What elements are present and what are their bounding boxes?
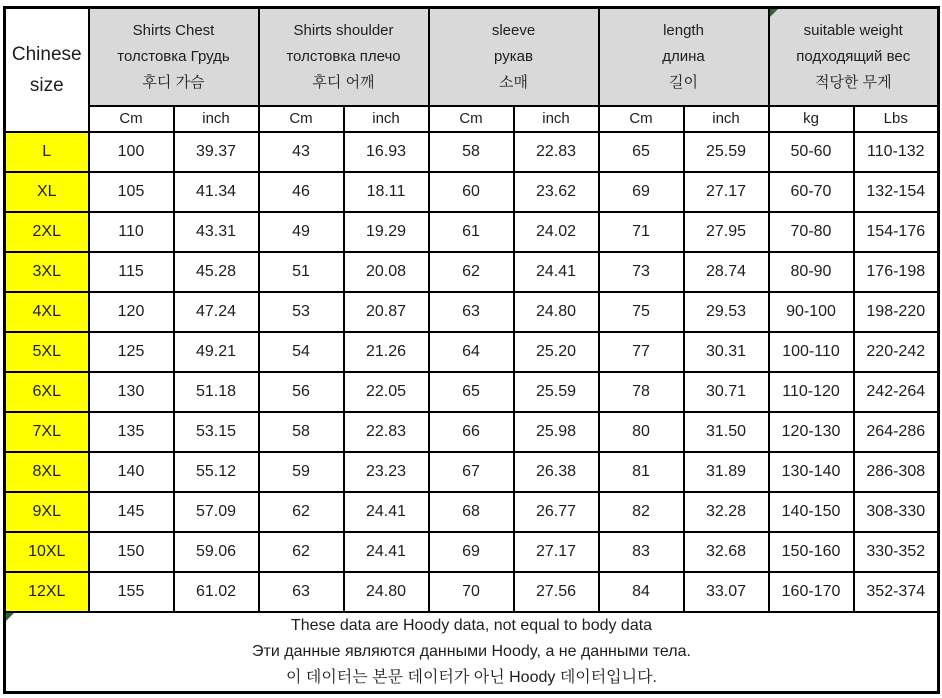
group-header-line: рукав	[494, 47, 533, 65]
table-row	[5, 492, 939, 532]
value-cell: 59	[259, 452, 344, 492]
value-cell: 110-120	[769, 372, 854, 412]
group-header-line: suitable weight	[803, 21, 903, 39]
value-cell: 31.89	[684, 452, 769, 492]
footer-row	[5, 612, 939, 693]
value-cell: 55.12	[174, 452, 259, 492]
value-cell: 20.08	[344, 252, 429, 292]
footer-line-ko: 이 데이터는 본문 데이터가 아닌 Hoody 데이터입니다.	[285, 668, 658, 686]
value-cell: 352-374	[854, 572, 939, 612]
group-header-line: 후디 가슴	[142, 73, 205, 91]
value-cell: 26.77	[514, 492, 599, 532]
value-cell: 78	[599, 372, 684, 412]
group-header-line: sleeve	[491, 21, 536, 39]
value-cell: 49	[259, 212, 344, 252]
table-row	[5, 252, 939, 292]
size-label-cell: 2XL	[5, 212, 89, 252]
value-cell: 71	[599, 212, 684, 252]
value-cell: 65	[599, 132, 684, 172]
value-cell: 154-176	[854, 212, 939, 252]
unit-header-cell: inch	[344, 106, 429, 132]
value-cell: 26.38	[514, 452, 599, 492]
value-cell: 22.83	[514, 132, 599, 172]
group-header-line: толстовка Грудь	[117, 47, 230, 65]
value-cell: 60	[429, 172, 514, 212]
value-cell: 198-220	[854, 292, 939, 332]
size-label-cell: 8XL	[5, 452, 89, 492]
value-cell: 43	[259, 132, 344, 172]
unit-header-row	[5, 106, 939, 132]
value-cell: 30.31	[684, 332, 769, 372]
value-cell: 125	[89, 332, 174, 372]
table-row	[5, 212, 939, 252]
value-cell: 70-80	[769, 212, 854, 252]
value-cell: 60-70	[769, 172, 854, 212]
value-cell: 150	[89, 532, 174, 572]
footer-note-cell	[5, 612, 939, 693]
value-cell: 81	[599, 452, 684, 492]
value-cell: 25.59	[684, 132, 769, 172]
value-cell: 23.23	[344, 452, 429, 492]
group-header-line: 길이	[669, 73, 698, 91]
value-cell: 65	[429, 372, 514, 412]
size-label-cell: 7XL	[5, 412, 89, 452]
value-cell: 58	[429, 132, 514, 172]
value-cell: 30.71	[684, 372, 769, 412]
value-cell: 110-132	[854, 132, 939, 172]
value-cell: 145	[89, 492, 174, 532]
size-label-cell: 12XL	[5, 572, 89, 612]
value-cell: 33.07	[684, 572, 769, 612]
size-chart-table	[3, 6, 940, 694]
value-cell: 130	[89, 372, 174, 412]
unit-header-cell: Cm	[259, 106, 344, 132]
green-corner-flag-icon	[770, 9, 778, 17]
value-cell: 130-140	[769, 452, 854, 492]
chinese-size-header-cell	[5, 8, 89, 132]
value-cell: 69	[599, 172, 684, 212]
value-cell: 53	[259, 292, 344, 332]
value-cell: 63	[429, 292, 514, 332]
value-cell: 75	[599, 292, 684, 332]
value-cell: 100	[89, 132, 174, 172]
value-cell: 32.28	[684, 492, 769, 532]
value-cell: 220-242	[854, 332, 939, 372]
table-row	[5, 412, 939, 452]
value-cell: 41.34	[174, 172, 259, 212]
value-cell: 67	[429, 452, 514, 492]
size-table-body	[5, 132, 939, 612]
group-header-line: толстовка плечо	[286, 47, 401, 65]
table-row	[5, 172, 939, 212]
value-cell: 53.15	[174, 412, 259, 452]
value-cell: 120-130	[769, 412, 854, 452]
table-row	[5, 132, 939, 172]
column-group-header	[769, 8, 939, 106]
value-cell: 140-150	[769, 492, 854, 532]
value-cell: 21.26	[344, 332, 429, 372]
value-cell: 32.68	[684, 532, 769, 572]
value-cell: 330-352	[854, 532, 939, 572]
value-cell: 24.41	[344, 492, 429, 532]
unit-header-cell: inch	[684, 106, 769, 132]
value-cell: 176-198	[854, 252, 939, 292]
unit-header-cell: Cm	[429, 106, 514, 132]
value-cell: 24.80	[514, 292, 599, 332]
size-label-cell: L	[5, 132, 89, 172]
value-cell: 61.02	[174, 572, 259, 612]
value-cell: 22.05	[344, 372, 429, 412]
value-cell: 19.29	[344, 212, 429, 252]
value-cell: 77	[599, 332, 684, 372]
value-cell: 242-264	[854, 372, 939, 412]
value-cell: 59.06	[174, 532, 259, 572]
size-label-cell: 10XL	[5, 532, 89, 572]
value-cell: 43.31	[174, 212, 259, 252]
value-cell: 58	[259, 412, 344, 452]
value-cell: 286-308	[854, 452, 939, 492]
value-cell: 24.41	[344, 532, 429, 572]
group-header-line: длина	[662, 47, 705, 65]
value-cell: 135	[89, 412, 174, 452]
value-cell: 25.20	[514, 332, 599, 372]
value-cell: 27.17	[514, 532, 599, 572]
value-cell: 56	[259, 372, 344, 412]
value-cell: 155	[89, 572, 174, 612]
value-cell: 39.37	[174, 132, 259, 172]
value-cell: 45.28	[174, 252, 259, 292]
unit-header-cell: kg	[769, 106, 854, 132]
value-cell: 80-90	[769, 252, 854, 292]
value-cell: 150-160	[769, 532, 854, 572]
value-cell: 100-110	[769, 332, 854, 372]
size-label-cell: 3XL	[5, 252, 89, 292]
size-label-cell: 6XL	[5, 372, 89, 412]
value-cell: 64	[429, 332, 514, 372]
table-row	[5, 332, 939, 372]
value-cell: 61	[429, 212, 514, 252]
value-cell: 22.83	[344, 412, 429, 452]
value-cell: 83	[599, 532, 684, 572]
value-cell: 25.59	[514, 372, 599, 412]
column-group-header	[429, 8, 599, 106]
unit-header-cell: inch	[174, 106, 259, 132]
value-cell: 27.17	[684, 172, 769, 212]
footer-line-en: These data are Hoody data, not equal to body data	[290, 616, 653, 634]
value-cell: 120	[89, 292, 174, 332]
green-corner-flag-icon	[6, 613, 14, 621]
value-cell: 28.74	[684, 252, 769, 292]
unit-header-cell: Lbs	[854, 106, 939, 132]
value-cell: 18.11	[344, 172, 429, 212]
group-header-line: 소매	[499, 73, 528, 91]
value-cell: 68	[429, 492, 514, 532]
group-header-line: 적당한 무게	[814, 73, 892, 91]
table-row	[5, 452, 939, 492]
value-cell: 27.95	[684, 212, 769, 252]
value-cell: 70	[429, 572, 514, 612]
value-cell: 16.93	[344, 132, 429, 172]
column-group-header	[259, 8, 429, 106]
value-cell: 62	[259, 532, 344, 572]
column-group-header	[89, 8, 259, 106]
table-row	[5, 292, 939, 332]
value-cell: 63	[259, 572, 344, 612]
value-cell: 62	[429, 252, 514, 292]
value-cell: 132-154	[854, 172, 939, 212]
table-row	[5, 572, 939, 612]
group-header-line: Shirts Chest	[132, 21, 215, 39]
value-cell: 46	[259, 172, 344, 212]
value-cell: 264-286	[854, 412, 939, 452]
group-header-line: Shirts shoulder	[293, 21, 394, 39]
value-cell: 24.80	[344, 572, 429, 612]
value-cell: 31.50	[684, 412, 769, 452]
value-cell: 69	[429, 532, 514, 572]
group-header-row	[5, 8, 939, 106]
value-cell: 84	[599, 572, 684, 612]
group-header-line: 후디 어깨	[312, 73, 375, 91]
group-header-line: подходящий вес	[796, 47, 911, 65]
value-cell: 80	[599, 412, 684, 452]
value-cell: 110	[89, 212, 174, 252]
table-row	[5, 532, 939, 572]
unit-header-cell: Cm	[599, 106, 684, 132]
size-label-cell: 9XL	[5, 492, 89, 532]
size-label-cell: XL	[5, 172, 89, 212]
table-row	[5, 372, 939, 412]
value-cell: 57.09	[174, 492, 259, 532]
value-cell: 105	[89, 172, 174, 212]
footer-line-ru: Эти данные являются данными Hoody, а не данными тела.	[252, 642, 691, 660]
value-cell: 24.41	[514, 252, 599, 292]
chinese-size-line2: size	[29, 74, 64, 96]
value-cell: 82	[599, 492, 684, 532]
value-cell: 20.87	[344, 292, 429, 332]
chinese-size-line1: Chinese	[11, 43, 82, 65]
value-cell: 24.02	[514, 212, 599, 252]
value-cell: 50-60	[769, 132, 854, 172]
value-cell: 308-330	[854, 492, 939, 532]
value-cell: 54	[259, 332, 344, 372]
value-cell: 25.98	[514, 412, 599, 452]
group-header-line: length	[663, 21, 704, 39]
size-label-cell: 5XL	[5, 332, 89, 372]
value-cell: 29.53	[684, 292, 769, 332]
value-cell: 51	[259, 252, 344, 292]
size-label-cell: 4XL	[5, 292, 89, 332]
unit-header-cell: Cm	[89, 106, 174, 132]
value-cell: 160-170	[769, 572, 854, 612]
value-cell: 62	[259, 492, 344, 532]
value-cell: 49.21	[174, 332, 259, 372]
value-cell: 140	[89, 452, 174, 492]
value-cell: 51.18	[174, 372, 259, 412]
value-cell: 27.56	[514, 572, 599, 612]
value-cell: 23.62	[514, 172, 599, 212]
value-cell: 66	[429, 412, 514, 452]
value-cell: 90-100	[769, 292, 854, 332]
value-cell: 47.24	[174, 292, 259, 332]
value-cell: 115	[89, 252, 174, 292]
column-group-header	[599, 8, 769, 106]
unit-header-cell: inch	[514, 106, 599, 132]
value-cell: 73	[599, 252, 684, 292]
